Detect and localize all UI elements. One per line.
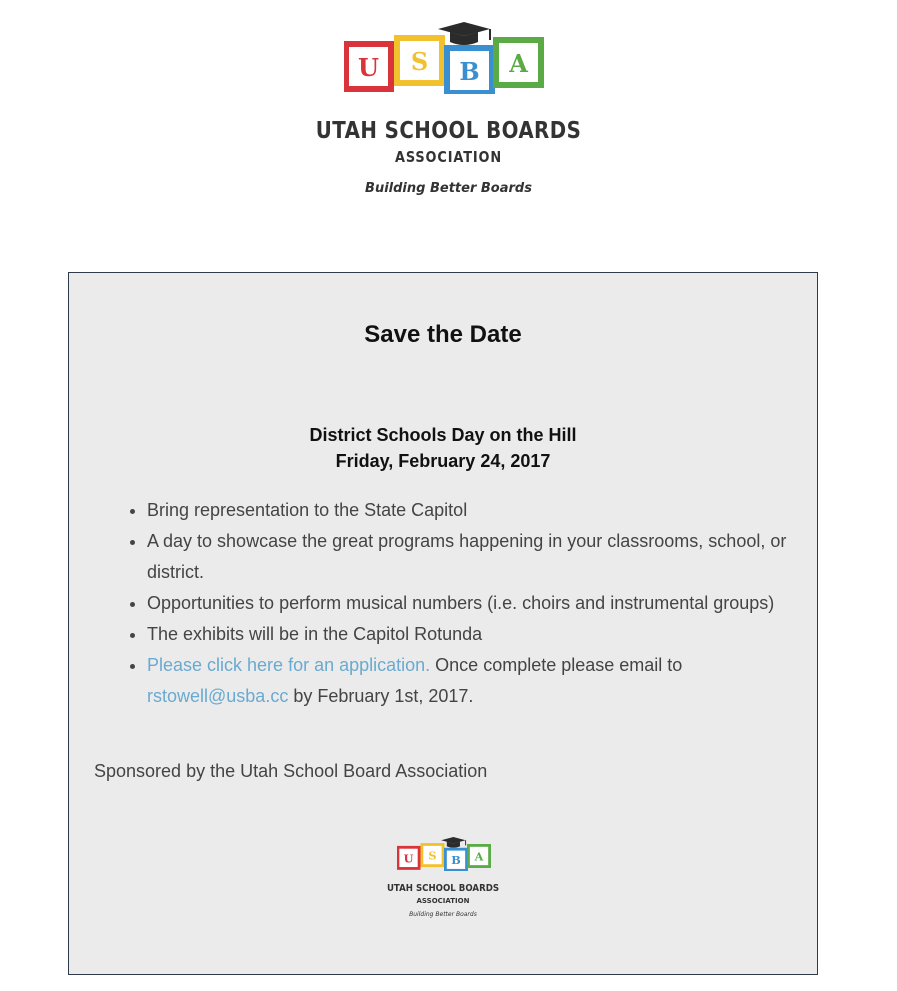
details-list <box>123 495 827 712</box>
card-title: Save the Date <box>364 321 522 348</box>
list-item: • The exhibits will be in the Capitol Rotunda <box>147 619 827 650</box>
logo-subname: ASSOCIATION <box>394 148 503 166</box>
list-item: • Bring representation to the State Capitol <box>147 495 827 526</box>
footer-logo-name: UTAH SCHOOL BOARDS <box>386 883 500 894</box>
logo-name: UTAH SCHOOL BOARDS <box>315 118 582 144</box>
usba-blocks-logo <box>344 14 544 94</box>
save-the-date-card <box>68 272 818 975</box>
graduation-cap-icon <box>441 837 465 848</box>
deadline-text: by February 1st, 2017. <box>288 686 474 706</box>
footer-logo <box>69 833 817 943</box>
svg-text:S: S <box>410 47 429 76</box>
svg-text:A: A <box>509 49 528 78</box>
header-logo <box>0 0 897 210</box>
usba-blocks-logo-small <box>397 833 491 871</box>
event-date: Friday, February 24, 2017 <box>335 451 551 471</box>
footer-logo-tagline: Building Better Boards <box>409 911 477 918</box>
list-item: • A day to showcase the great programs happening in your classrooms, school, or district. <box>147 526 827 588</box>
sponsor-text: Sponsored by the Utah School Board Association <box>94 761 488 781</box>
svg-text:A: A <box>474 849 484 864</box>
svg-text:U: U <box>403 851 414 866</box>
svg-text:B: B <box>459 57 480 86</box>
footer-logo-subname: ASSOCIATION <box>416 897 470 905</box>
list-item: • Opportunities to perform musical numbers (i.e. choirs and instrumental groups) <box>147 588 827 619</box>
application-text: Once complete please email to <box>430 655 683 675</box>
email-link[interactable]: rstowell@usba.cc <box>147 686 289 706</box>
svg-text:U: U <box>358 53 379 82</box>
application-link[interactable]: Please click here for an application. <box>147 655 431 675</box>
svg-text:S: S <box>428 848 437 863</box>
logo-tagline: Building Better Boards <box>365 181 532 196</box>
graduation-cap-icon <box>438 22 490 45</box>
svg-text:B: B <box>451 853 461 868</box>
list-item-application <box>147 650 827 712</box>
event-name: District Schools Day on the Hill <box>309 425 577 445</box>
